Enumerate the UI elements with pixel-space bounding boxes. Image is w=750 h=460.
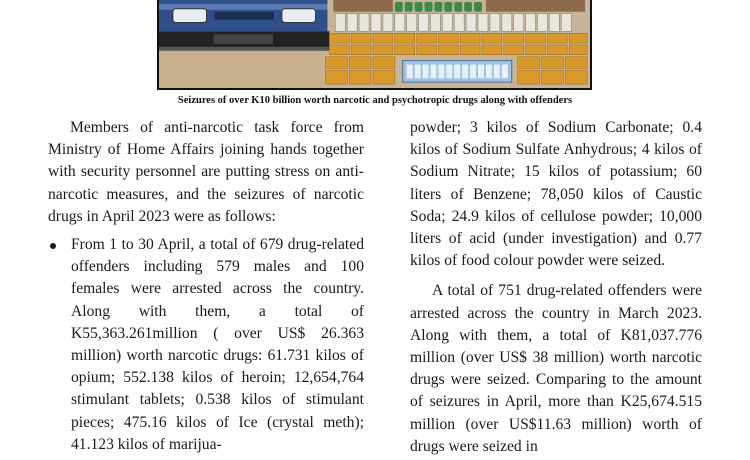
march-paragraph: A total of 751 drug-related offenders were arrested across the country in March 2023. Along with them, a total of K81,037.776 million (over US$ 38 million) worth narcotic drugs were seized. Comparing to the amount of seizures in April, more than K25,674.515 million (over US$11.63 million) worth of drugs were seized in <box>410 282 702 455</box>
right-column <box>410 117 702 458</box>
bullet-dot-icon <box>50 243 56 249</box>
seizure-photo <box>157 0 592 90</box>
bullet-text: From 1 to 30 April, a total of 679 drug-related offenders including 579 males and 100 females were arrested across the country. Along with them, a total of K55,363.261million ( over US$ 26.363 million) worth narcotic drugs: 61.731 kilos of opium; 552.138 kilos of heroin; 12,654,764 stimulant tablets; 0.538 kilos of stimulant pieces; 475.16 kilos of Ice (crystal meth); 41.123 kilos of marijua- <box>71 236 364 453</box>
continuation-paragraph: powder; 3 kilos of Sodium Carbonate; 0.4 kilos of Sodium Sulfate Anhydrous; 4 kilos of Sodium Nitrate; 15 kilos of potassium; 60 liters of Benzene; 78,050 kilos of Caustic Soda; 24.9 kilos of cellulose powder; 10,000 liters of acid (under investigation) and 0.77 kilos of food colour powder were seized. <box>410 119 702 270</box>
photo-caption: Seizures of over K10 billion worth narcotic and psychotropic drugs along with offenders <box>177 95 573 106</box>
seizure-photo-illustration <box>159 0 590 88</box>
left-column <box>48 117 364 456</box>
intro-paragraph: Members of anti-narcotic task force from Ministry of Home Affairs joining hands together with security personnel are putting stress on anti-narcotic measures, and the seizures of narcotic drugs in April 2023 were as follows: <box>48 119 364 225</box>
bullet-item <box>48 234 364 456</box>
